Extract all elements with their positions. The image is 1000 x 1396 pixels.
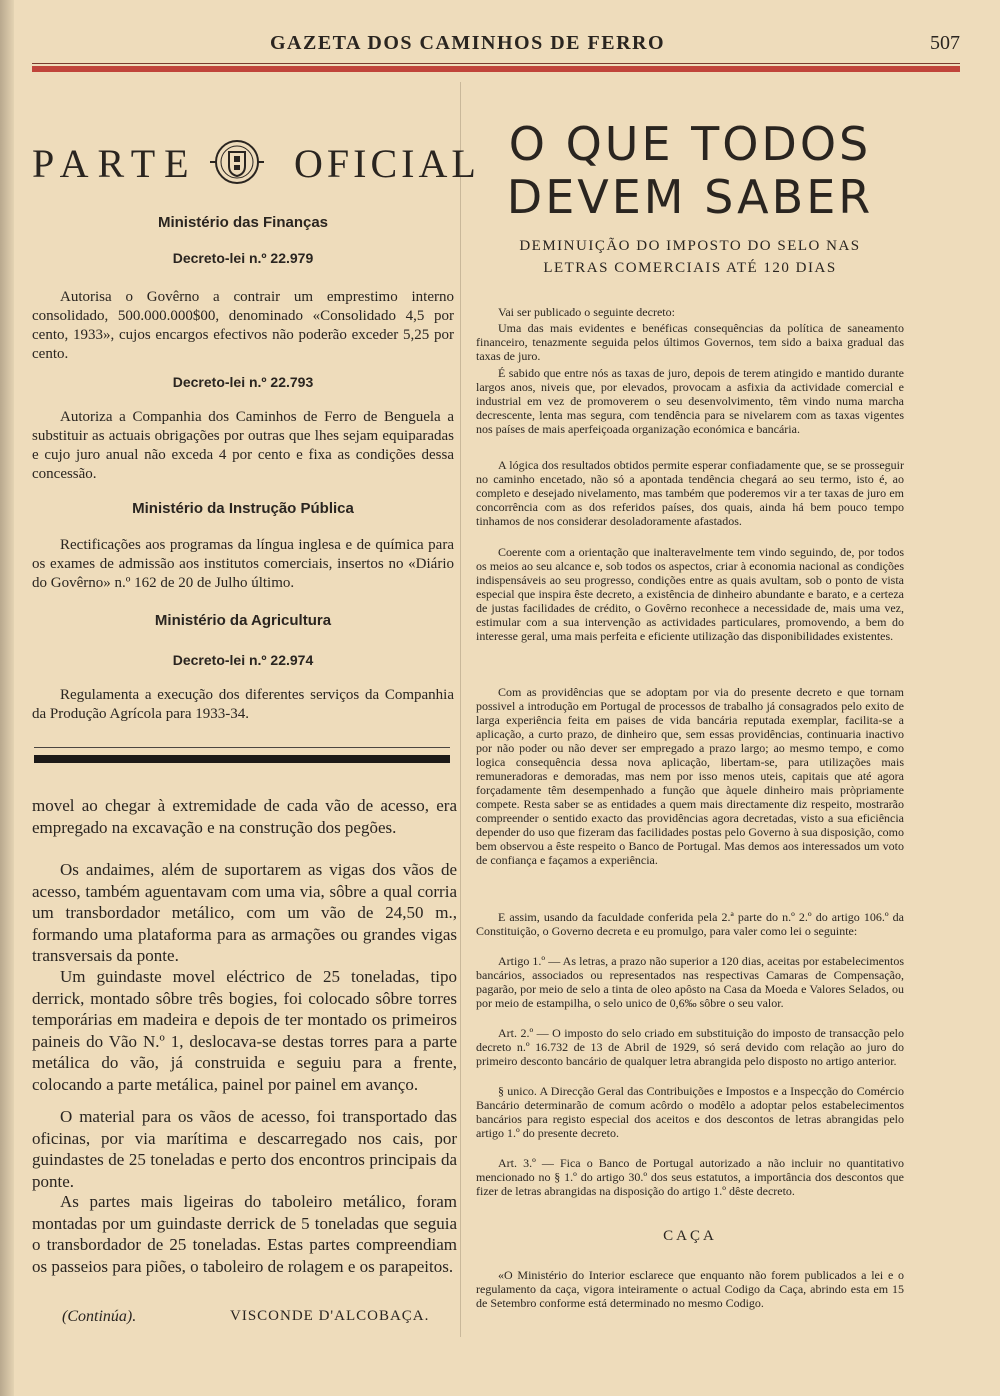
coat-of-arms-icon bbox=[207, 138, 267, 186]
decree-paragraph: E assim, usando da faculdade conferida pela 2.ª parte do n.º 2.º do artigo 106.º da Constituição, o Governo decreta e eu promulgo, para valer como lei o seguinte: bbox=[476, 910, 904, 938]
decree-article: § unico. A Direcção Geral das Contribuições e Impostos e a Inspecção do Comércio Bancário determinarão de comum acôrdo o modêlo a adoptar pelos estabelecimentos bancários para registo especial dos aceitos e dos descontos de letras abrangidas pelo artigo 1.º do presente decreto. bbox=[476, 1084, 904, 1140]
page-spine-shadow bbox=[0, 0, 14, 1396]
section-heavy-rule bbox=[34, 755, 450, 763]
ministry-heading-instrucao: Ministério da Instrução Pública bbox=[132, 500, 354, 517]
decree-paragraph: Coerente com a orientação que inalteravelmente tem vindo seguindo, de, por todos os meios ao seu alcance e, sob todos os aspectos, criar à economia nacional as condições indispensáveis ao seu progresso, condições entre as quais avultam, sob o ponto de vista especial que inspira êste decreto, a existência de dinheiro abundante e barato, e a certeza de justas facilidades de crédito, o Govêrno reconhece a necessidade de, mais uma vez, estimular com a sua intervenção as actividades particulares, promovendo, a bem do interesse geral, uma mais perfeita e eficiente utilização das disponibilidades existentes. bbox=[476, 545, 904, 643]
caca-paragraph: «O Ministério do Interior esclarece que enquanto não forem publicados a lei e o regulamento da caça, vigora inteiramente o actual Codigo da Caça, abrindo esta em 15 de Setembro conforme está determinado no mesmo Codigo. bbox=[476, 1268, 904, 1310]
page-number: 507 bbox=[930, 32, 960, 54]
decree-number: Decreto-lei n.º 22.974 bbox=[172, 652, 314, 668]
headline-line-2: DEVEM SABER bbox=[506, 170, 874, 224]
decree-article: Artigo 1.º — As letras, a prazo não superior a 120 dias, aceitas por estabelecimentos bancários, associados ou representados nas respectivas Camaras de Compensação, pagarão, por meio de selo a tinta de oleo apôsto na Casa da Moeda e Valores Selados, ou por meio de estampilha, o selo unico de 0,6‰ sôbre o seu valor. bbox=[476, 954, 904, 1010]
decree-article: Art. 2.º — O imposto do selo criado em substituição do imposto de transacção pelo decreto n.º 16.732 de 13 de Abril de 1929, só será devido com relação ao juro do primeiro desconto bancário de qualquer letra abrangida pelo disposto no artigo anterior. bbox=[476, 1026, 904, 1068]
subheadline-line-1: DEMINUIÇÃO DO IMPOSTO DO SELO NAS bbox=[519, 238, 861, 254]
oficial-word: OFICIAL bbox=[294, 141, 480, 186]
page-header bbox=[32, 30, 970, 60]
subheadline-line-2: LETRAS COMERCIAIS ATÉ 120 DIAS bbox=[543, 260, 837, 276]
ministry-heading-agricultura: Ministério da Agricultura bbox=[154, 612, 332, 629]
article-paragraph: Um guindaste movel eléctrico de 25 toneladas, tipo derrick, montado sôbre três bogies, foi colocado sôbre torres temporárias em madeira e depois de ter montado os primeiros paineis do Vão N.º 1, deslocava-se destas torres para a parte metálica do vão, já construida e seguiu para a frente, colocando a parte metálica, painel por painel em avanço. bbox=[32, 967, 457, 1094]
decree-text: Regulamenta a execução dos diferentes serviços da Companhia da Produção Agrícola para 1933-34. bbox=[32, 687, 454, 722]
caca-heading: CAÇA bbox=[663, 1228, 717, 1244]
article-paragraph: As partes mais ligeiras do taboleiro metálico, foram montadas por um guindaste derrick de 5 toneladas que seguia o transbordador de 25 toneladas. Estas partes compreendiam os passeios para piões, o taboleiro de rolagem e os parapeitos. bbox=[32, 1192, 457, 1276]
header-thin-rule bbox=[32, 63, 960, 64]
ministry-heading-financas: Ministério das Finanças bbox=[157, 214, 329, 231]
decree-text: Autorisa o Govêrno a contrair um emprestimo interno consolidado, 500.000.000$00, denominado «Consolidado 4,5 por cento, 1933», cujos encargos efectivos não poderão exceder 5,25 por cento. bbox=[32, 289, 454, 362]
decree-article: Art. 3.º — Fica o Banco de Portugal autorizado a não incluir no quantitativo mencionado no § 1.º do artigo 30.º dos seus estatutos, a importância dos descontos que fizer de letras abrangidas na disposição do artigo 1.º dêste decreto. bbox=[476, 1156, 904, 1198]
decree-paragraph: Uma das mais evidentes e benéficas consequências da política de saneamento financeiro, tenazmente seguida pelos últimos Governos, tem sido a baixa gradual das taxas de juro. bbox=[476, 321, 904, 363]
headline-line-1: O QUE TODOS bbox=[508, 117, 872, 171]
header-red-rule bbox=[32, 66, 960, 72]
decree-paragraph: A lógica dos resultados obtidos permite esperar confiadamente que, se se prosseguir no caminho encetado, não só a apontada tendência chegará ao seu termo, isto é, ao completo e desejado nivelamento, mas também que poderemos vir a ter taxas de juro em concorrência com as dos referidos países, dos quais, ainda há bem pouco tempo tinhamos de nos considerar desoladoramente afastados. bbox=[476, 458, 904, 528]
decree-number: Decreto-lei n.º 22.793 bbox=[172, 374, 314, 390]
decree-paragraph: Vai ser publicado o seguinte decreto: bbox=[498, 305, 675, 319]
parte-oficial-heading bbox=[32, 138, 480, 188]
decree-paragraph: Com as providências que se adoptam por via do presente decreto e que tornam possivel a introdução em Portugal de processos de trabalho já consagrados pelo exito de larga experiência feita em paises de vida bancária reputada exemplar, facilita-se a aplicação, a curto prazo, de dinheiro que, sem essas providências, continuaria inactivo por não poder ou não dever ser empregado a prazo largo; ao mesmo tempo, e como logica consequência dessa nova aplicação, libertam-se, para utilizações mais remuneradoras e demoradas, mas nem por isso menos uteis, capitais que até agora forçadamente têm desempenhado a função que àquele dinheiro mais pròpriamente compete. Resta saber se as entidades a quem mais directamente diz respeito, mostrarão compreender o sentido exacto das providências agora decretadas, visto a sua eficiência depender do uso que fizeram das facilidades postas pelo Governo à sua disposição, como bem observou a êste respeito o Banco de Portugal. Mas demos aos interessados um voto de confiança e façamos a experiência. bbox=[476, 685, 904, 867]
article-paragraph: Os andaimes, além de suportarem as vigas dos vãos de acesso, também aguentavam com uma via, sôbre a qual corria um transbordador metálico, com um vão de 24,50 m., formando uma plataforma para as armações ou grandes vigas transversais da ponte. bbox=[32, 860, 457, 965]
decree-text: Autoriza a Companhia dos Caminhos de Ferro de Benguela a substituir as actuais obrigações por outras que lhes sejam equiparadas e cujo juro anual não exceda 4 por cento e fixa as condições dessa concessão. bbox=[32, 409, 454, 482]
article-paragraph: O material para os vãos de acesso, foi transportado das oficinas, por via marítima e descarregado nos cais, por guindastes de 25 toneladas e perto dos encontros principais da ponte. bbox=[32, 1107, 457, 1191]
article-author: VISCONDE D'ALCOBAÇA. bbox=[230, 1308, 430, 1324]
decree-number: Decreto-lei n.º 22.979 bbox=[172, 250, 314, 266]
column-divider bbox=[460, 82, 461, 1337]
continua-note: (Continúa). bbox=[62, 1308, 137, 1325]
parte-word: PARTE bbox=[32, 141, 198, 186]
decree-text: Rectificações aos programas da língua inglesa e de química para os exames de admissão aos institutos comerciais, insertos no «Diário do Govêrno» n.º 162 de 20 de Julho último. bbox=[32, 537, 454, 591]
article-paragraph: movel ao chegar à extremidade de cada vão de acesso, era empregado na excavação e na construção dos pegões. bbox=[32, 796, 457, 837]
section-thin-rule bbox=[34, 747, 450, 748]
decree-paragraph: É sabido que entre nós as taxas de juro, depois de terem atingido e mantido durante largos anos, niveis que, por elevados, provocam a asfixia da actividade comercial e industrial em vez de promoverem o seu desenvolvimento, têm vindo numa marcha decrescente, lenta mas segura, com tendência para se nivelarem com as taxas vigentes nos países de mais aperfeiçoada organização económica e bancária. bbox=[476, 366, 904, 436]
journal-title: GAZETA DOS CAMINHOS DE FERRO bbox=[270, 32, 666, 54]
